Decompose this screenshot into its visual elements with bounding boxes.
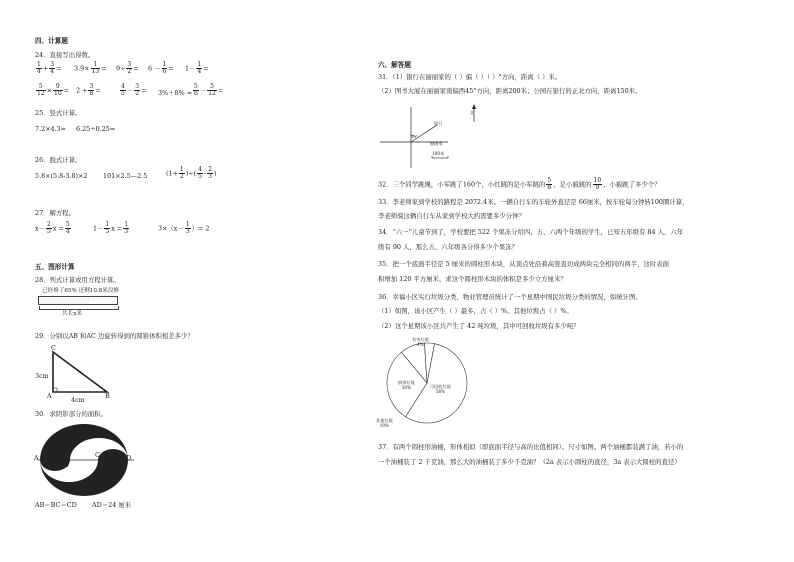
q37-line-2: 一个油桶装了 2 千克油，那么大的油桶装了多少千克油？（2a 表示小圆柱的直径，3a 表示大圆柱的直径） xyxy=(378,458,681,466)
q24-item-7: 2 + $\frac{3}{8}$ = xyxy=(76,83,101,97)
q31-angle-label: 30° xyxy=(411,134,418,139)
q32-text: 32．三个同学跳绳，小军跳了160个，小红跳的是小军跳的 $\frac{5}{8}$ ，是小毅跳的 $\frac{10}{9}$ ，小毅跳了多少个？ xyxy=(378,177,661,191)
q30-point-d: D xyxy=(126,454,132,462)
q35-line-1: 35．把一个底面半径是 5 厘米的圆柱形木块，从顶点处沿着高竖直切成两块完全相同的两半，这时表面 xyxy=(378,260,670,268)
section-4-title: 四、计算题 xyxy=(35,37,68,45)
q31-part-2: （2）图书大厦在丽丽家南偏西45°方向，距离200米；公园在银行的正北方向，距离150米。 xyxy=(378,87,642,95)
q31-bank-label: 银行 xyxy=(434,121,443,126)
q30-condition-2: AD＝24 厘米 xyxy=(92,501,132,509)
q31-map-figure xyxy=(380,102,480,170)
q25-item-2: 6.25÷0.25= xyxy=(76,125,116,133)
q36-line-2: （1）如图，该小区产生（ ）最多，占（ ）%。其他垃圾占（ ）%。 xyxy=(378,307,573,315)
q27-equation-3: 3×（x－ $\frac{1}{3}$ ）= 2 xyxy=(158,221,210,235)
q31-north-label: 北 xyxy=(470,110,475,115)
q28-label: 28．列式计算或用方程计算。 xyxy=(35,276,120,284)
q29-point-b: B xyxy=(105,392,110,400)
q24-item-10: $\frac{5}{6}$ － $\frac{5}{12}$ = xyxy=(194,83,224,97)
q31-scale-label: 100米 xyxy=(432,151,445,156)
q28-total-brace xyxy=(39,306,119,310)
q30-point-a: A xyxy=(34,454,39,462)
q28-total-label: 共长x米 xyxy=(62,311,82,317)
q30-condition-1: AB＝BC＝CD xyxy=(35,501,77,509)
pie-label-other: 其他垃圾 10% xyxy=(376,418,393,429)
q26-item-2: 101×2.5—2.5 xyxy=(103,172,148,180)
q25-item-1: 7.2×4.3= xyxy=(35,125,67,133)
q33-line-2: 李老师骑这辆自行车从家到学校大约需要多少分钟？ xyxy=(378,212,525,220)
pie-label-kitchen: 厨余垃圾 30% xyxy=(398,380,415,391)
q36-line-3: （2）这个星期该小区共产生了 42 吨垃圾，其中可回收垃圾有多少吨？ xyxy=(378,322,580,330)
q24-item-5: 1－ $\frac{1}{4}$ = xyxy=(185,61,209,75)
q24-item-1: $\frac{1}{4}$ + $\frac{3}{4}$ = xyxy=(37,61,62,75)
q29-point-a: A xyxy=(47,392,52,400)
q24-item-2: 3.9× $\frac{1}{13}$ = xyxy=(74,61,107,75)
q26-label: 26．脱式计算。 xyxy=(35,156,82,164)
q30-label: 30．求阴影部分的面积。 xyxy=(35,410,108,418)
section-5-title: 五、图形计算 xyxy=(35,263,75,271)
section-6-title: 六、解答题 xyxy=(378,61,411,69)
q25-label: 25．竖式计算。 xyxy=(35,109,82,117)
q24-item-6: $\frac{5}{12}$ × $\frac{9}{10}$ = xyxy=(37,83,69,97)
q31-part-1: 31．（1）银行在丽丽家的（ ）偏（ ）（ ）°方向，距离（ ）米。 xyxy=(378,73,562,81)
q30-point-b: B xyxy=(64,461,69,469)
q35-line-2: 积增加 120 平方厘米，求这个圆柱形木块的体积是多少立方厘米？ xyxy=(378,275,567,283)
q27-equation-2: 1－ $\frac{1}{5}$ x = $\frac{1}{3}$ xyxy=(93,221,129,235)
pie-label-recycle: 可回收垃圾 56% xyxy=(430,384,451,395)
pie-label-harmful: 有害垃圾 4% xyxy=(412,337,429,348)
q36-pie-chart xyxy=(382,338,472,428)
q27-equation-1: x－ $\frac{2}{5}$ x = $\frac{5}{4}$ xyxy=(35,221,70,235)
q33-line-1: 33．李老师家到学校的路程是 2072.4米。一辆自行车的车轮外直径是 66厘米，按车轮每分钟转100圈计算， xyxy=(378,198,689,206)
q34-line-2: 级有 90 人，那么五、六年级各分得多少个果冻？ xyxy=(378,243,519,251)
q31-home-label: 丽丽家 xyxy=(430,141,443,146)
q34-line-1: 34．“六一”儿童节到了，学校要把 522 个果冻分给四、五、六两个年级的学生，已知五年级有 84 人，六年 xyxy=(378,228,684,236)
q28-bar-label: 已经修了65% 还剩10.8米没修 xyxy=(42,288,120,294)
q37-line-1: 37．有两个圆柱形油桶，形体相似（即底面半径与高的比值相同）。尺寸如图。两个油桶都装满了油，若小的 xyxy=(378,443,684,451)
q26-item-1: 5.8×(5.8-3.8)×2 xyxy=(35,172,88,180)
q24-label: 24．直接写出得数。 xyxy=(35,51,95,59)
q30-shaded-figure xyxy=(38,420,138,490)
q36-line-1: 36．幸福小区实行垃圾分类，物业管理员统计了一个星期中国民垃圾分类的情况，如统计图。 xyxy=(378,293,642,301)
q29-label: 29．分别以AB 和AC 边旋转得到的圆锥体积相差多少？ xyxy=(35,332,194,340)
q24-item-3: 9÷ $\frac{3}{2}$ = xyxy=(116,61,139,75)
q24-item-9: 3%＋8% = xyxy=(158,89,193,97)
q24-item-4: 6 － $\frac{1}{6}$ = xyxy=(148,61,174,75)
q29-height-label: 3cm xyxy=(35,372,49,380)
q26-item-3: (1+ $\frac{1}{2}$ )÷( $\frac{4}{5}$ - $\frac{2}{3}$ ) xyxy=(166,166,217,180)
q24-item-8: $\frac{4}{5}$ － $\frac{3}{2}$ = xyxy=(121,83,147,97)
q27-label: 27．解方程。 xyxy=(35,209,76,217)
q30-point-c: C xyxy=(95,451,100,459)
q29-base-label: 4cm xyxy=(71,396,85,404)
q29-point-c: C xyxy=(51,344,56,352)
q28-line-repaired xyxy=(38,296,89,305)
